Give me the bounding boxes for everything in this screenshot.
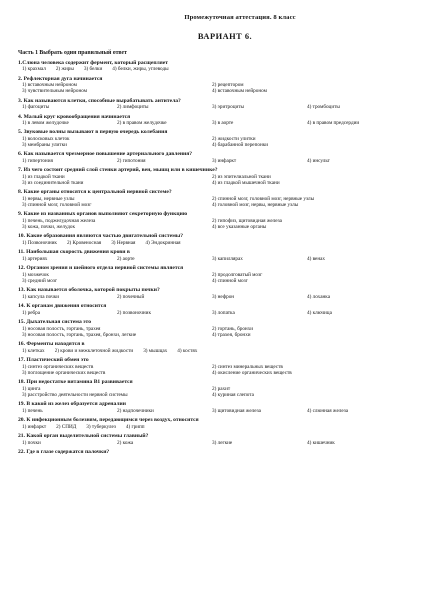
question-text: 22. Где в глазе содержатся палочки? <box>18 448 110 455</box>
question-10 <box>18 233 402 246</box>
answer-options <box>18 174 402 186</box>
question-5 <box>18 129 402 148</box>
part-heading: Часть 1 Выбрать один правильный ответ <box>18 49 127 56</box>
answer-option: 1) цинга <box>22 385 41 392</box>
answer-option: 4) все указанные органы <box>212 224 267 231</box>
answer-option: 1) гипертония <box>22 158 53 165</box>
answer-options <box>18 408 402 414</box>
question-16 <box>18 341 402 354</box>
question-text: 3. Как называются клетки, способные вырабатывать антитела? <box>18 97 181 104</box>
answer-option: 2) СПИД <box>56 423 77 430</box>
answer-option: 1) фагоциты <box>22 104 50 111</box>
answer-option: 2) рецептором <box>212 82 244 89</box>
question-text: 15. Дыхательная система это <box>18 319 92 326</box>
answer-option: 3) средний мозг <box>22 278 58 284</box>
question-19 <box>18 401 402 414</box>
question-text: 7. Из чего состоит средний слой стенки артерий, вен, мышц или в кишечнике? <box>18 167 218 174</box>
answer-options <box>18 136 402 148</box>
question-15 <box>18 319 402 338</box>
answer-option: 2) спинной мозг, головной мозг, нервные узлы <box>212 196 315 202</box>
answer-option: 4) костях <box>177 347 198 354</box>
answer-option: 4) кишечник <box>307 439 335 446</box>
answer-options <box>18 82 402 94</box>
answer-option: 3) капиллярах <box>212 255 243 262</box>
answer-option: 2) жидкости улитки <box>212 136 256 143</box>
answer-option: 4) грипп <box>125 423 145 430</box>
answer-option: 3) кожа, почки, желудок <box>22 224 75 231</box>
answer-option: 1) инфаркт <box>22 423 47 430</box>
answer-option: 2) рахит <box>212 385 231 392</box>
question-text: 21. Какой орган выделительной системы главный? <box>18 432 149 439</box>
question-text: 5. Звуковые волны вызывают в первую очередь колебания <box>18 129 168 136</box>
question-4 <box>18 114 402 127</box>
answer-option: 3) белки <box>83 66 103 73</box>
answer-option: 1) капсула почки <box>22 293 59 300</box>
answer-option: 3) инфаркт <box>212 158 237 165</box>
answer-option: 3) Нервная <box>111 240 136 247</box>
answer-option: 3) в аорте <box>212 120 234 127</box>
answer-option: 1) Позвоночник <box>22 240 57 247</box>
answer-option: 4) тромбоциты <box>307 104 340 111</box>
answer-option: 4) Эндокринная <box>145 240 181 247</box>
answer-option: 4) слюнная железа <box>307 407 349 414</box>
answer-option: 4) трахея, бронхи <box>212 331 251 338</box>
answer-options <box>18 256 402 262</box>
answer-option: 2) гипотония <box>117 158 146 165</box>
answer-option: 3) поглощение органических веществ <box>22 369 106 376</box>
answer-option: 3) расстройство деятельности нервной системы <box>22 391 128 398</box>
question-text: 18. При недостатке витамина В1 развивается <box>18 379 133 386</box>
answer-option: 1) нервы, нервные узлы <box>22 196 75 202</box>
question-text: 6. Как называется чрезмерное повышение артериального давления? <box>18 151 193 158</box>
question-text: 4. Малый круг кровообращения начинается <box>18 113 131 120</box>
question-21 <box>18 433 402 446</box>
question-text: 20. К инфекционным болезням, передающимся через воздух, относится <box>18 417 199 424</box>
answer-option: 4) белки, жиры, углеводы <box>112 66 169 73</box>
answer-options <box>18 440 402 446</box>
question-1 <box>18 60 402 73</box>
question-2 <box>18 76 402 95</box>
answer-option: 3) мембраны улитки <box>22 142 67 149</box>
answer-option: 2) позвоночник <box>117 309 151 316</box>
answer-option: 3) эритроциты <box>212 104 245 111</box>
question-14 <box>18 303 402 316</box>
answer-options <box>18 348 402 354</box>
answer-options <box>18 66 402 72</box>
page-title: Промежуточная аттестация. 8 класс <box>184 14 296 21</box>
question-18 <box>18 379 402 398</box>
question-17 <box>18 357 402 376</box>
answer-option: 3) щитовидная железа <box>212 407 261 414</box>
answer-option: 4) из гладкой мышечной ткани <box>212 180 280 187</box>
answer-option: 1) синтез органических веществ <box>22 363 94 370</box>
answer-option: 4) куриная слепота <box>212 391 254 398</box>
answer-option: 1) крахмал <box>22 66 46 73</box>
question-text: 10. Какие образования являются частью двигательной системы? <box>18 233 184 240</box>
answer-option: 4) ключица <box>307 309 332 316</box>
answer-option: 3) туберкулез <box>86 423 116 430</box>
answer-option: 3) носовая полость, гортань, трахея, бронхи, легкие <box>22 331 137 338</box>
answer-option: 2) почечный <box>117 293 145 300</box>
answer-option: 4) инсульт <box>307 158 330 165</box>
answer-option: 3) мышцах <box>143 347 168 354</box>
answer-option: 1) клетках <box>22 347 45 354</box>
question-8 <box>18 189 402 208</box>
answer-options <box>18 120 402 126</box>
question-text: 11. Наибольшая скорость движения крови в <box>18 249 130 256</box>
answer-option: 4) окисление органических веществ <box>212 369 292 376</box>
answer-option: 3) нефрон <box>212 293 235 300</box>
answer-option: 2) кожа <box>117 439 134 446</box>
answer-option: 2) крови и межклеточной жидкости <box>54 347 134 354</box>
answer-option: 1) вставочным нейроном <box>22 82 77 89</box>
answer-option: 4) барабанной перепонки <box>212 142 269 149</box>
question-text: 9. Какие из названных органов выполняют секреторную функцию <box>18 211 188 218</box>
question-20 <box>18 417 402 430</box>
answer-option: 2) аорте <box>117 255 135 262</box>
answer-option: 1) артериях <box>22 255 48 262</box>
answer-options <box>18 310 402 316</box>
answer-options <box>18 218 402 230</box>
variant-heading: ВАРИАНТ 6. <box>197 31 253 41</box>
question-text: 1.Слюна человека содержит фермент, который расщепляет <box>18 59 168 66</box>
answer-option: 1) волосковых клеток <box>22 136 70 143</box>
question-11 <box>18 249 402 262</box>
question-text: 16. Ферменты находятся в <box>18 341 85 348</box>
question-text: 17. Пластический обмен это <box>18 357 89 364</box>
question-9 <box>18 211 402 230</box>
answer-option: 3) чувствительным нейроном <box>22 88 87 95</box>
answer-option: 2) жиры <box>55 66 74 73</box>
answer-option: 4) спинной мозг <box>212 278 248 284</box>
answer-option: 4) венах <box>307 255 326 262</box>
question-text: 8. Какие органы относятся к центральной нервной системе? <box>18 189 172 196</box>
answer-option: 3) спинной мозг, головной мозг <box>22 202 92 209</box>
question-3 <box>18 98 402 111</box>
answer-option: 1) мозжечок <box>22 271 49 278</box>
answer-option: 1) в левом желудочке <box>22 120 69 127</box>
answer-options <box>18 326 402 338</box>
question-22 <box>18 449 402 456</box>
answer-option: 4) головной мозг, нервы, нервные узлы <box>212 202 299 209</box>
answer-options <box>18 240 402 246</box>
answer-option: 2) в правом желудочке <box>117 120 167 127</box>
question-text: 14. К органам движения относится <box>18 303 107 310</box>
answer-option: 2) продолговатый мозг <box>212 271 263 278</box>
question-13 <box>18 287 402 300</box>
answer-option: 2) синтез минеральных веществ <box>212 363 283 370</box>
answer-option: 1) из гладкой ткани <box>22 173 65 180</box>
answer-option: 3) из соединительной ткани <box>22 180 84 187</box>
answer-options <box>18 158 402 164</box>
question-list <box>18 60 402 456</box>
answer-option: 1) почки <box>22 439 41 446</box>
answer-options <box>18 294 402 300</box>
question-7 <box>18 167 402 186</box>
answer-options <box>18 386 402 398</box>
question-text: 19. В какой из желез образуется адреналин <box>18 401 126 408</box>
answer-option: 2) гортань, бронхи <box>212 325 254 332</box>
answer-option: 1) носовая полость, гортань, трахея <box>22 325 101 332</box>
answer-option: 3) легкие <box>212 439 233 446</box>
answer-options <box>18 196 402 208</box>
answer-option: 1) ребра <box>22 309 41 316</box>
answer-option: 2) из эпителиальной ткани <box>212 173 271 180</box>
question-12 <box>18 265 402 284</box>
question-text: 12. Органом зрения и шейного отдела нервной системы является <box>18 265 184 272</box>
question-text: 13. Как называется оболочка, которой покрыты почки? <box>18 287 160 294</box>
answer-option: 3) лопатка <box>212 309 235 316</box>
answer-option: 2) гипофиз, щитовидная железа <box>212 218 282 225</box>
question-6 <box>18 151 402 164</box>
answer-option: 2) Кровеносная <box>66 240 102 247</box>
answer-options <box>18 424 402 430</box>
question-text: 2. Рефлекторная дуга начинается <box>18 75 103 82</box>
answer-options <box>18 364 402 376</box>
answer-option: 4) лоханка <box>307 293 331 300</box>
answer-option: 1) печень, поджелудочная железа <box>22 218 96 225</box>
answer-option: 2) лимфоциты <box>117 104 149 111</box>
answer-option: 1) печень <box>22 407 43 414</box>
answer-options <box>18 104 402 110</box>
answer-options <box>18 272 402 284</box>
answer-option: 4) вставочным нейроном <box>212 88 267 95</box>
answer-option: 2) надпочечники <box>117 407 154 414</box>
answer-option: 4) в правом предсердии <box>307 120 360 127</box>
